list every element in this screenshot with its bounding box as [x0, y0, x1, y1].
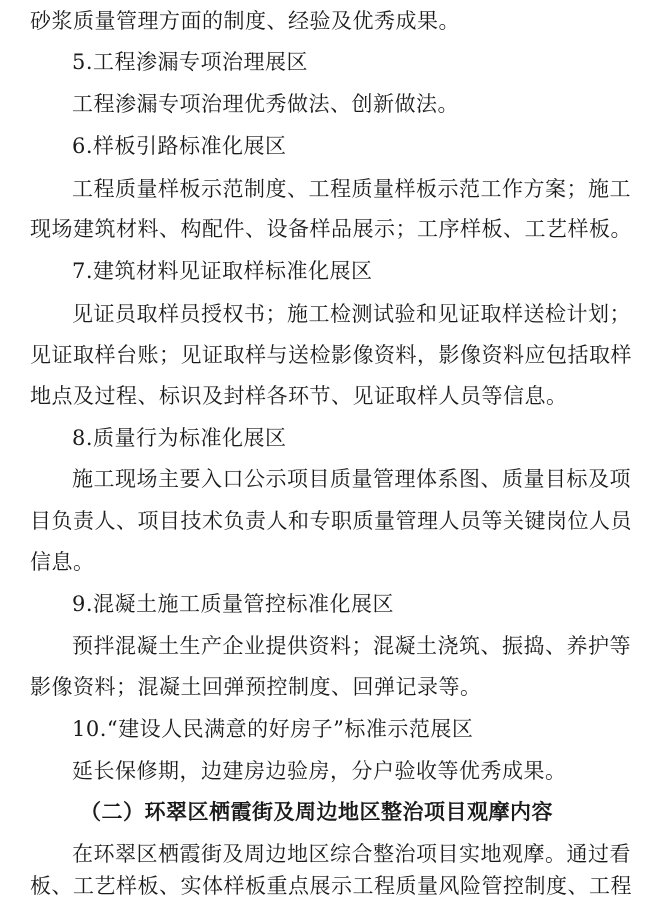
paragraph-line: 预拌混凝土生产企业提供资料；混凝土浇筑、振捣、养护等	[72, 634, 631, 658]
subsection-title: （二）环翠区栖霞街及周边地区整治项目观摩内容	[80, 800, 553, 824]
paragraph-line: 施工现场主要入口公示项目质量管理体系图、质量目标及项	[72, 467, 631, 491]
section-heading-7: 7.建筑材料见证取样标准化展区	[72, 259, 373, 283]
paragraph-line: 工程渗漏专项治理优秀做法、创新做法。	[72, 92, 459, 116]
section-heading-5: 5.工程渗漏专项治理展区	[72, 50, 309, 74]
paragraph-line: 见证取样台账；见证取样与送检影像资料，影像资料应包括取样	[30, 343, 632, 367]
paragraph-line: 延长保修期，边建房边验房，分户验收等优秀成果。	[72, 759, 567, 783]
paragraph-line: 现场建筑材料、构配件、设备样品展示；工序样板、工艺样板。	[30, 217, 632, 241]
paragraph-line: 板、工艺样板、实体样板重点展示工程质量风险管控制度、工程	[30, 874, 632, 898]
paragraph-line: 目负责人、项目技术负责人和专职质量管理人员等关键岗位人员	[30, 509, 632, 533]
paragraph-line: 见证员取样员授权书；施工检测试验和见证取样送检计划；	[72, 302, 631, 326]
section-heading-8: 8.质量行为标准化展区	[72, 426, 287, 450]
section-heading-6: 6.样板引路标准化展区	[72, 134, 287, 158]
paragraph-line: 影像资料；混凝土回弹预控制度、回弹记录等。	[30, 675, 482, 699]
paragraph-line: 信息。	[30, 550, 95, 574]
section-heading-10: 10.“建设人民满意的好房子”标准示范展区	[72, 717, 474, 741]
section-heading-9: 9.混凝土施工质量管控标准化展区	[72, 592, 395, 616]
paragraph-line: 在环翠区栖霞街及周边地区综合整治项目实地观摩。通过看	[72, 842, 631, 866]
paragraph-line: 工程质量样板示范制度、工程质量样板示范工作方案；施工	[72, 177, 631, 201]
paragraph-line: 砂浆质量管理方面的制度、经验及优秀成果。	[30, 9, 460, 33]
paragraph-line: 地点及过程、标识及封样各环节、见证取样人员等信息。	[30, 384, 568, 408]
